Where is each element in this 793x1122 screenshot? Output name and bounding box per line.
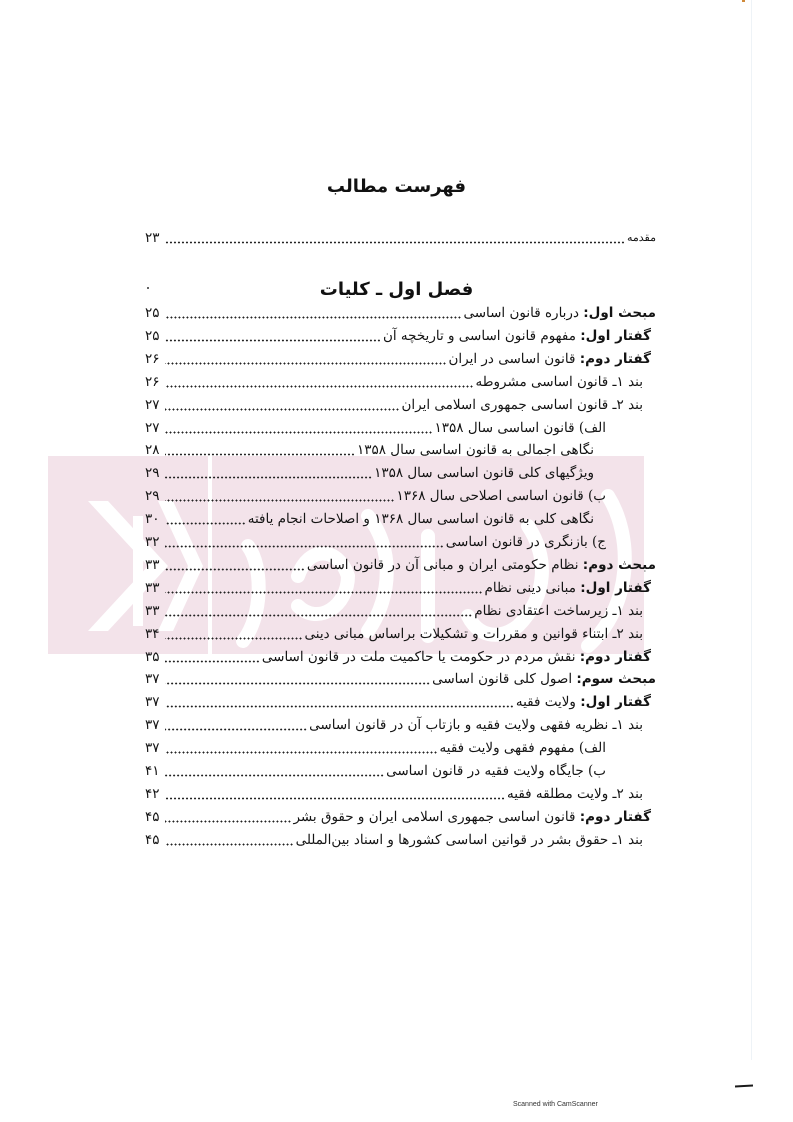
toc-entry-row[interactable] [145, 508, 594, 528]
toc-entry-text: نگاهی کلی به قانون اساسی سال ۱۳۶۸ و اصلاحات انجام یافته [247, 511, 594, 528]
toc-entry-row[interactable] [145, 302, 656, 322]
toc-entry-text: الف) قانون اساسی سال ۱۳۵۸ [434, 419, 606, 436]
toc-entry-text: بند ۲ـ قانون اساسی جمهوری اسلامی ایران [401, 396, 643, 413]
toc-page-number: ۲۳ [145, 230, 160, 246]
toc-page-number: ۲۷ [145, 396, 160, 413]
toc-page-number: ۲۹ [145, 465, 160, 482]
toc-intro-row[interactable] [145, 227, 656, 247]
toc-entry-text: بند ۱ـ قانون اساسی مشروطه [475, 373, 643, 390]
toc-entry-row[interactable] [145, 462, 594, 482]
toc-entry-text: بند ۲ـ ولایت مطلقه فقیه [507, 785, 643, 802]
dot-leader [165, 351, 446, 365]
toc-entry-row[interactable] [145, 760, 606, 780]
dot-leader [165, 717, 307, 731]
toc-page-number: ۲۹ [145, 488, 160, 505]
dot-leader [165, 649, 260, 663]
dot-leader [165, 580, 483, 594]
toc-entry-row[interactable] [145, 668, 656, 688]
toc-entry-row[interactable] [145, 348, 651, 368]
toc-entry-prefix: گفتار اول: [580, 327, 651, 344]
toc-entry-label [386, 762, 606, 780]
toc-entry-prefix: گفتار دوم: [579, 648, 651, 665]
toc-page-number: ۳۷ [145, 740, 160, 757]
dot-leader [165, 488, 395, 502]
toc-entry-label [262, 648, 651, 666]
toc-entry-row[interactable] [145, 554, 656, 574]
toc-entry-label [248, 510, 594, 528]
toc-page-number: ۳۲ [145, 534, 160, 550]
toc-entry-row[interactable] [145, 439, 594, 459]
stray-dot [147, 287, 149, 289]
scanner-watermark-text: Scanned with CamScanner [513, 1101, 598, 1108]
toc-page-number: ۳۷ [145, 694, 160, 711]
dot-leader [165, 534, 444, 548]
toc-entry-row[interactable] [145, 737, 606, 757]
toc-entry-text: ب) جایگاه ولایت فقیه در قانون اساسی [386, 763, 606, 779]
toc-entry-text: قانون اساسی در ایران [448, 350, 580, 367]
dot-leader [165, 328, 381, 342]
dot-leader [165, 832, 294, 846]
toc-page-number: ۴۱ [145, 763, 160, 779]
toc-page-number: ۲۵ [145, 305, 160, 321]
toc-entry-prefix: مبحث اول: [583, 305, 656, 321]
toc-entry-row[interactable] [145, 577, 651, 597]
toc-page-number: ۴۲ [145, 785, 160, 802]
dot-leader [165, 740, 438, 754]
page-corner-mark [735, 1085, 753, 1088]
toc-entry-row[interactable] [145, 691, 651, 711]
toc-entry-text: ولایت فقیه [515, 694, 581, 711]
toc-entry-row[interactable] [145, 325, 651, 345]
toc-entry-prefix: مبحث دوم: [582, 556, 656, 573]
toc-page-number: ۳۰ [145, 511, 160, 528]
toc-entry-label [448, 350, 651, 368]
toc-entry-label [296, 831, 643, 849]
toc-entry-row[interactable] [145, 714, 643, 734]
toc-entry-prefix: مبحث سوم: [576, 671, 656, 688]
dot-leader [165, 374, 474, 388]
dot-leader [165, 511, 246, 525]
toc-entry-label [474, 602, 643, 620]
toc-entry-prefix: گفتار دوم: [579, 350, 651, 367]
toc-entry-label [485, 579, 651, 597]
toc-entry-text: ج) بازنگری در قانون اساسی [445, 534, 606, 550]
toc-entry-row[interactable] [145, 394, 643, 414]
toc-title: فهرست مطالب [326, 176, 467, 197]
toc-page-number: ۲۵ [145, 327, 160, 344]
toc-entry-label [401, 396, 643, 414]
toc-page-number: ۲۸ [145, 442, 160, 459]
toc-entry-row[interactable] [145, 829, 643, 849]
toc-entry-row[interactable] [145, 531, 606, 551]
dot-leader [165, 786, 505, 800]
scan-artifact-dot [742, 0, 745, 2]
dot-leader [165, 603, 472, 617]
toc-entry-label [397, 487, 607, 505]
toc-entry-text: الف) مفهوم فقهی ولایت فقیه [439, 740, 606, 757]
toc-entry-prefix: گفتار اول: [580, 694, 651, 711]
toc-page-number: ۲۷ [145, 419, 160, 436]
toc-page-number: ۲۶ [145, 350, 160, 367]
toc-entry-label [440, 739, 606, 757]
toc-entry-label [293, 808, 651, 826]
dot-leader [165, 763, 384, 777]
dot-leader [165, 694, 514, 708]
chapter-title: فصل اول ـ کلیات [319, 279, 474, 300]
dot-leader [165, 305, 461, 319]
toc-entry-text: بند ۲ـ ابتناء قوانین و مقررات و تشکیلات براساس مبانی دینی [304, 625, 643, 642]
toc-entry-text: اصول کلی قانون اساسی [432, 671, 577, 688]
toc-entry-text: درباره قانون اساسی [463, 305, 584, 321]
toc-entry-text: بند ۱ـ زیرساخت اعتقادی نظام [474, 602, 643, 619]
toc-entry-text: بند ۱ـ نظریه فقهی ولایت فقیه و بازتاب آن در قانون اساسی [309, 717, 643, 734]
toc-page-number: ۳۵ [145, 648, 160, 665]
dot-leader [165, 809, 291, 823]
toc-entry-label [309, 716, 643, 734]
toc-entry-label [432, 670, 656, 688]
toc-page-number: ۳۷ [145, 717, 160, 734]
toc-entry-row[interactable] [145, 417, 606, 437]
dot-leader [165, 230, 625, 244]
toc-page-number: ۴۵ [145, 831, 160, 848]
toc-entry-text: قانون اساسی جمهوری اسلامی ایران و حقوق بشر [293, 808, 580, 825]
toc-entry-row[interactable] [145, 623, 643, 643]
toc-page-number: ۳۳ [145, 579, 160, 596]
toc-entry-label [307, 556, 656, 574]
toc-entry-text: نگاهی اجمالی به قانون اساسی سال ۱۳۵۸ [356, 442, 594, 459]
dot-leader [165, 465, 372, 479]
toc-page-number: ۳۳ [145, 602, 160, 619]
dot-leader [165, 626, 303, 640]
toc-entry-prefix: گفتار اول: [580, 579, 651, 596]
toc-entry-label [476, 373, 644, 391]
toc-entry-row[interactable] [145, 485, 606, 505]
page-edge-line [751, 0, 752, 1060]
toc-page-number: ۲۶ [145, 373, 160, 390]
toc-entry-row[interactable] [145, 783, 643, 803]
toc-entry-label [357, 441, 594, 459]
toc-entry-row[interactable] [145, 600, 643, 620]
toc-entry-label [446, 533, 606, 551]
toc-page-number: ۳۷ [145, 671, 160, 688]
dot-leader [165, 442, 355, 456]
toc-entry-label: مقدمه [626, 231, 656, 244]
toc-entry-label [507, 785, 643, 803]
toc-entry-text: نظام حکومتی ایران و مبانی آن در قانون اساسی [306, 556, 583, 573]
toc-entry-label [463, 304, 656, 322]
dot-leader [165, 671, 430, 685]
toc-entry-label [305, 625, 643, 643]
toc-entry-label [374, 464, 594, 482]
toc-entry-text: نقش مردم در حکومت یا حاکمیت ملت در قانون اساسی [261, 648, 580, 665]
dot-leader [165, 397, 399, 411]
toc-page-number: ۴۵ [145, 808, 160, 825]
toc-entry-text: مفهوم قانون اساسی و تاریخچه آن [382, 327, 581, 344]
toc-entry-text: ب) قانون اساسی اصلاحی سال ۱۳۶۸ [396, 488, 606, 505]
toc-entry-row[interactable] [145, 806, 651, 826]
toc-entry-row[interactable] [145, 646, 651, 666]
toc-entry-text: مبانی دینی نظام [484, 579, 581, 596]
toc-page-number: ۳۴ [145, 625, 160, 642]
toc-entry-text: ویژگیهای کلی قانون اساسی سال ۱۳۵۸ [374, 465, 594, 482]
toc-entry-text: بند ۱ـ حقوق بشر در قوانین اساسی کشورها و اسناد بین‌المللی [295, 831, 643, 848]
toc-entry-prefix: گفتار دوم: [579, 808, 651, 825]
dot-leader [165, 420, 433, 434]
toc-page-number: ۳۳ [145, 556, 160, 573]
toc-entry-row[interactable] [145, 371, 643, 391]
dot-leader [165, 557, 305, 571]
toc-entry-label [383, 327, 651, 345]
toc-entry-label [516, 693, 651, 711]
toc-entry-label [435, 419, 606, 437]
